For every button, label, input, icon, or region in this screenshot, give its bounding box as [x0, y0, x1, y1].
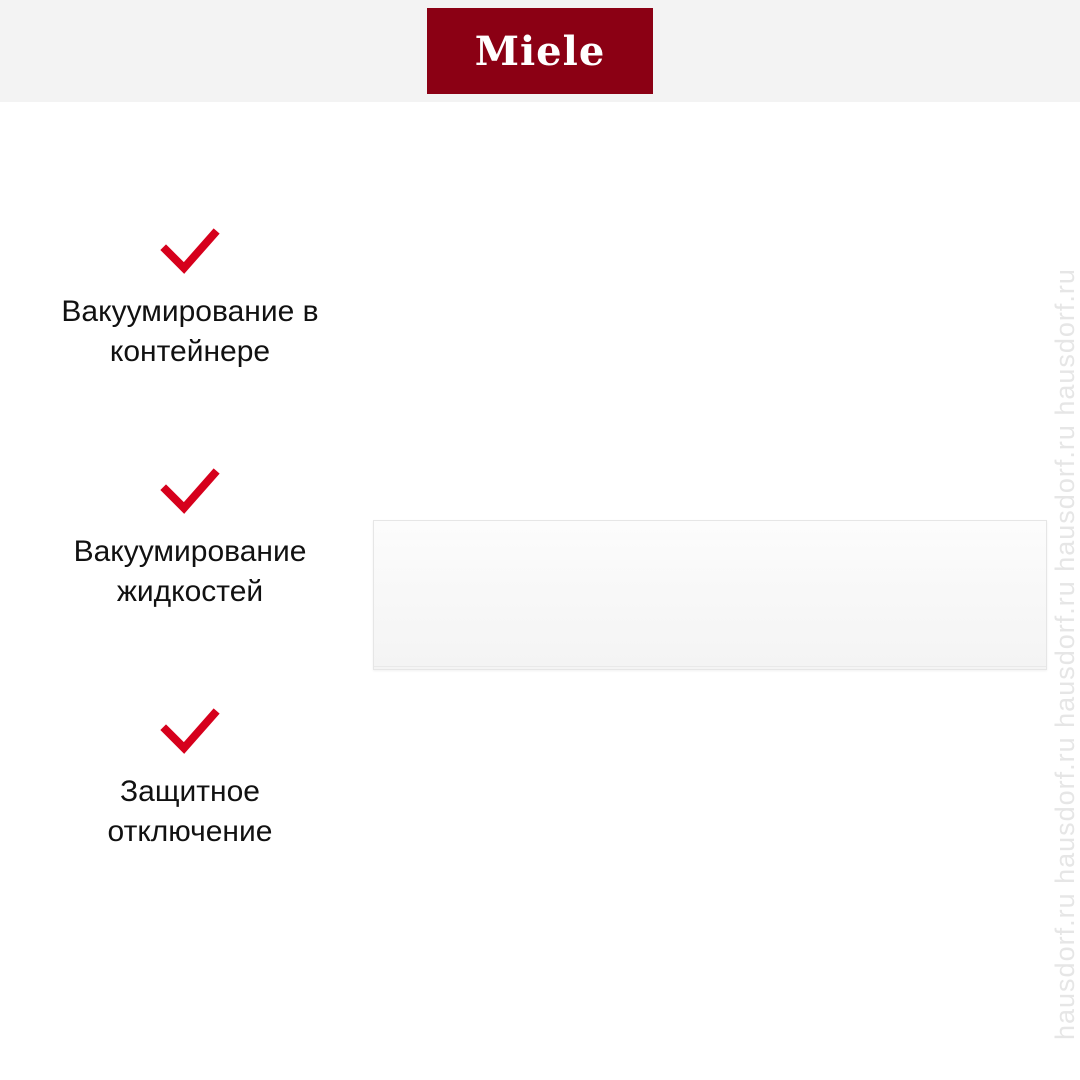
feature-label [28, 772, 352, 852]
brand-logo-text: Miele [474, 27, 606, 75]
product-seam [374, 666, 1046, 667]
feature-label-line: Вакуумирование в [61, 295, 319, 328]
feature-label-line: Вакуумирование [73, 535, 307, 568]
feature-label-line: контейнере [109, 335, 271, 368]
check-icon [160, 708, 220, 754]
check-icon [160, 468, 220, 514]
feature-label [28, 532, 352, 612]
feature-label-line: отключение [107, 815, 273, 848]
feature-item-vacuum-container [28, 228, 352, 372]
watermark: hausdorf.ru hausdorf.ru hausdorf.ru hausdorf.ru hausdorf.ru [1050, 268, 1080, 1040]
brand-logo [427, 8, 653, 94]
feature-item-safety-shutoff [28, 708, 352, 852]
feature-label [28, 292, 352, 372]
feature-label-line: Защитное [120, 775, 260, 808]
feature-label-line: жидкостей [116, 575, 264, 608]
product-image-vacuum-drawer [373, 520, 1047, 670]
feature-item-vacuum-liquids [28, 468, 352, 612]
check-icon [160, 228, 220, 274]
